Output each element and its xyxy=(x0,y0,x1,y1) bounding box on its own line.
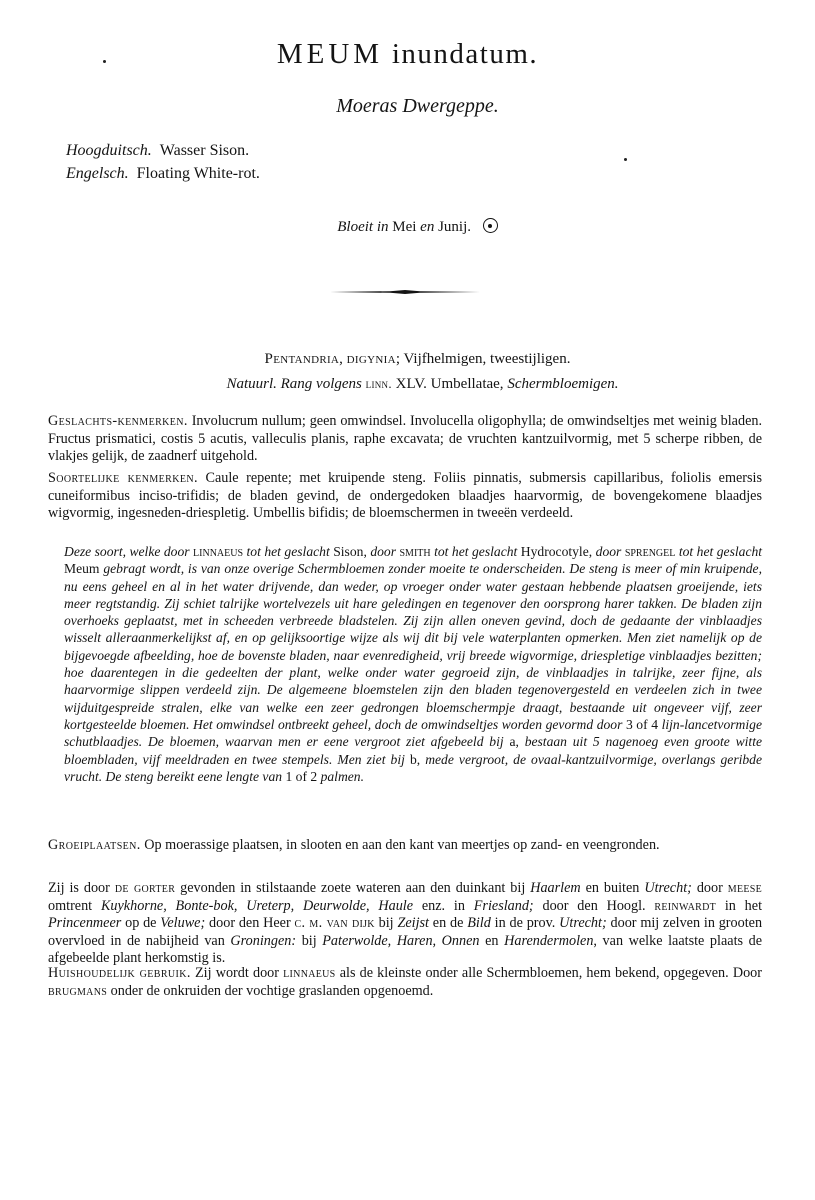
text-run: Kuykhorne, Bonte-bok, Ureterp, Deurwolde, Haule xyxy=(100,897,414,914)
text-run: en de xyxy=(432,915,464,931)
text-run: in het xyxy=(724,897,763,914)
species-characters xyxy=(48,470,762,523)
species-name: inundatum. xyxy=(391,38,539,70)
vernacular-names xyxy=(66,139,260,185)
text-run: omtrent xyxy=(48,897,93,914)
text-run: gevonden in stilstaande zoete wateren aan den duinkant bij xyxy=(180,880,526,896)
text-run: Utrecht; xyxy=(644,880,692,896)
text-run: door den Heer xyxy=(209,915,291,931)
text-run: bij xyxy=(378,915,394,931)
text-run: 1 of 2 xyxy=(285,768,318,784)
text-run: door den Hoogl. xyxy=(542,897,646,914)
ink-speck xyxy=(624,158,627,161)
text-run: tot het geslacht xyxy=(434,544,518,559)
section-label: Groeiplaatsen. xyxy=(48,837,141,853)
text-run: b, xyxy=(409,751,421,767)
text-run: Harendermolen xyxy=(504,932,594,949)
species-description xyxy=(64,543,762,785)
page-title xyxy=(0,38,815,71)
text-run: Groningen: xyxy=(230,932,297,949)
text-run: lijn-lancetvormige schutblaadjes. De bloemen, waarvan men er eene vergroot ziet afgebeeld bij xyxy=(64,716,762,750)
text-run: a, xyxy=(509,734,519,750)
section-label: Geslachts-kenmerken. xyxy=(48,413,188,429)
text-run: Deze soort, welke door xyxy=(64,544,190,559)
text-run: in de prov. xyxy=(494,915,556,931)
section-text: Involucrum nullum; geen omwindsel. Involucella oligophylla; de omwindseltjes met weinig bladen. Fructus prismatici, costis 5 acutis, valleculis planis, raphe excavata; de vruchten kantzuilvormig, met 5 scherpe ribben, de vlakjes gelijk, de zaadnerf uitgehold. xyxy=(48,413,763,464)
genus-name: MEUM xyxy=(276,38,384,70)
text-run: Haarlem xyxy=(530,880,581,896)
text-run: door xyxy=(696,880,723,896)
section-label: Huishoudelijk gebruik. xyxy=(48,965,191,981)
text-run: 3 of 4 xyxy=(625,716,658,732)
vernacular-name: Wasser Sison. xyxy=(159,142,250,159)
text-run: Princenmeer xyxy=(48,915,122,931)
text-run: Sison, xyxy=(333,544,367,559)
text-run: tot het geslacht xyxy=(246,544,330,559)
text-run: door mij zelven in grooten overvloed in de nabijheid van xyxy=(48,915,763,949)
text-run: en buiten xyxy=(585,880,640,896)
economic-use-section xyxy=(48,965,762,1000)
rank-lead: Natuurl. Rang volgens xyxy=(226,376,362,392)
text-run: reinwardt xyxy=(654,897,717,914)
natural-rank xyxy=(0,376,815,393)
english-name-row xyxy=(66,162,260,185)
text-run: door xyxy=(370,544,397,559)
linnaean-class: Pentandria, digynia; Vijfhelmigen, tweestijligen. xyxy=(264,351,571,367)
bloom-month: Mei xyxy=(392,219,417,235)
text-run: tot het geslacht xyxy=(678,544,763,559)
german-name-row xyxy=(66,139,260,162)
rank-author: linn. xyxy=(365,376,392,391)
genus-characters xyxy=(48,413,762,466)
text-run: c. m. van dijk xyxy=(294,915,375,931)
text-run: Zij wordt door xyxy=(195,965,279,981)
language-label: Hoogduitsch. xyxy=(66,142,152,159)
text-run: smith xyxy=(399,544,431,559)
text-run: sprengel xyxy=(624,544,676,559)
text-run: linnaeus xyxy=(283,965,336,981)
class-name: Pentandria xyxy=(264,351,340,367)
text-run: Zeijst xyxy=(397,915,429,931)
text-run: op de xyxy=(125,915,157,931)
text-run: Meum xyxy=(64,561,100,577)
text-run: Hydrocotyle, xyxy=(520,544,593,559)
text-run: meese xyxy=(727,880,763,896)
text-run: , van welke laatste plaats de afgebeelde plant herkomstig is. xyxy=(48,932,763,966)
section-text: Caule repente; met kruipende steng. Foliis pinnatis, submersis capillaribus, foliolis emersis cuneiformibus inciso-trifidis; de bladen gevind, de ondergedoken blaadjes haarvormig, de bovengekomene blaadjes wigvormig, ingesneden-driespletig. Umbellis bifidis; de bloemschermen in tweeën verdeeld. xyxy=(48,470,763,521)
text-run: bij xyxy=(301,932,317,949)
language-label: Engelsch. xyxy=(66,165,129,182)
dutch-name: Moeras Dwergeppe. xyxy=(336,95,499,117)
text-run: onder de onkruiden der vochtige graslanden opgenoemd. xyxy=(110,982,434,999)
text-run: Zij is door xyxy=(48,880,110,896)
class-dutch: ; Vijfhelmigen, tweestijligen. xyxy=(395,351,571,367)
bloom-label: in xyxy=(376,219,389,235)
text-run: gebragt wordt, is van onze overige Schermbloemen zonder moeite te onderscheiden. De steng is meer of min kruipende, nu eens geheel en al in het water drijvende, dan weder, op vroeger onder water gestaan hebbende plaatsen groeijende, iets meer regtstandig. Zij schiet talrijke wortelvezels uit hare geledingen en tegenover den oorsprong harer takken. De bladen zijn overhoeks geplaatst, met in scheeden verbreede bladstelen. Zij zijn allen oneven gevind, doch de gedaante der vinblaadjes wisselt alleraanmerkelijkst af, en op gelijksoortige wijze als wij dit bij vele waterplanten opmerken. Men ziet namelijk op de bijgevoegde afbeelding, hoe de bovenste bladen, naar evenredigheid, vrij breede wigvormige, driespletige vinblaadjes bezitten; hoe daarentegen in die gedeelten der plant, welke onder water gegroeid zijn, de vinblaadjes in talrijke, zeer fijne, als haarvormige slippen verdeeld zijn. De algemeene bloemstelen zijn den bladen tegenovergesteld en verdeelen zich in twee wijduitgespreide stralen, elke van welke een zeer gedrongen bloemschermpje draagt, bestaande uit ongeveer vijf, zeer kortgesteelde bloemen. Het omwindsel ontbreekt geheel, doch de omwindseltjes worden gevormd door xyxy=(64,561,762,732)
flowering-period xyxy=(0,218,815,236)
rank-family: Umbellatae, xyxy=(430,376,504,392)
text-run: als de kleinste onder alle Schermbloemen, hem bekend, opgegeven. Door xyxy=(339,965,762,981)
ornamental-rule xyxy=(330,290,480,294)
order-name: digynia xyxy=(346,351,396,367)
bloom-label: en xyxy=(420,219,435,235)
text-run: Paterwolde, Haren, Onnen xyxy=(322,932,480,949)
section-text: Op moerassige plaatsen, in slooten en aan den kant van meertjes op zand- en veengronden. xyxy=(144,837,660,853)
text-run: mede vergroot, de ovaal-kantzuilvormige, overlangs geribde vrucht. De steng bereikt eene lengte van xyxy=(64,751,763,784)
text-run: Bild xyxy=(467,915,491,931)
text-run: enz. in xyxy=(421,897,465,914)
text-run: palmen. xyxy=(320,768,364,784)
bloom-label: Bloeit xyxy=(337,219,374,235)
text-run: Friesland; xyxy=(473,897,534,914)
rank-dutch: Schermbloemigen. xyxy=(507,376,619,392)
habitat-section xyxy=(48,837,762,855)
text-run: de gorter xyxy=(114,880,176,896)
text-run: Veluwe; xyxy=(160,915,206,931)
bloom-month: Junij. xyxy=(438,219,472,235)
text-run: linnaeus xyxy=(193,544,244,559)
text-run: brugmans xyxy=(48,982,108,999)
text-run: en xyxy=(485,932,499,949)
rank-number: XLV. xyxy=(395,376,427,392)
text-run: door xyxy=(595,544,622,559)
vernacular-name: Floating White-rot. xyxy=(136,165,260,182)
annual-symbol-icon xyxy=(483,218,498,233)
text-run: Utrecht; xyxy=(559,915,607,931)
section-label: Soortelijke kenmerken. xyxy=(48,470,198,486)
localities-section xyxy=(48,880,762,968)
text-run: bestaan uit 5 nagenoeg even groote witte bloembladen, vijf meeldraden en twee stempels. Men ziet bij xyxy=(64,734,763,767)
